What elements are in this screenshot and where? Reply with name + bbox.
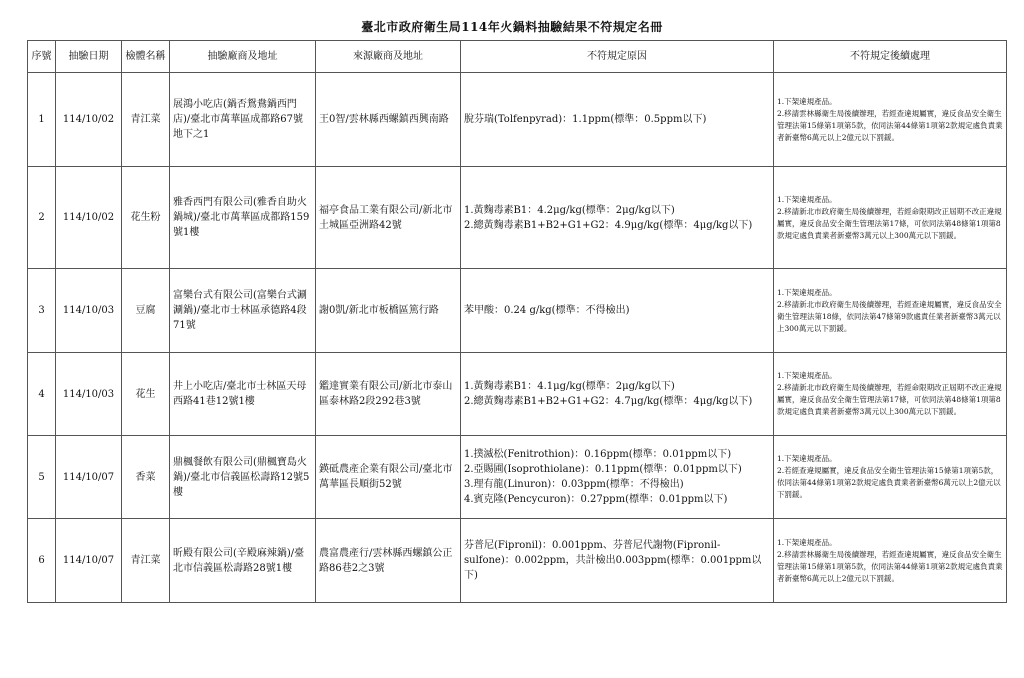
table-row [28, 269, 1007, 353]
cell-source: 福亭食品工業有限公司/新北市土城區亞洲路42號 [316, 167, 461, 269]
reason-line: 1.黃麴毒素B1：4.1μg/kg(標準：2μg/kg以下) [464, 381, 675, 392]
cell-sampled: 雅香西門有限公司(雅香自助火鍋城)/臺北市萬華區成都路159號1樓 [170, 167, 316, 269]
cell-source: 鑑達實業有限公司/新北市泰山區泰林路2段292巷3號 [316, 353, 461, 436]
reason-line: 苯甲酸：0.24 g/kg(標準：不得檢出) [464, 305, 630, 316]
reason-line: 2.總黃麴毒素B1+B2+G1+G2：4.7μg/kg(標準：4μg/kg以下) [464, 396, 753, 407]
followup-line: 1.下架違規產品。 [777, 537, 837, 547]
followup-line: 1.下架違規產品。 [777, 194, 837, 204]
followup-line: 2.移請雲林縣衛生局後續辦理，若經查違規屬實，違反食品安全衛生管理法第15條第1項第5款，依同法第44條第1項第2款規定處負責業者新臺幣6萬元以上2億元以下罰鍰。 [777, 108, 1003, 142]
header-seq: 序號 [28, 41, 56, 73]
followup-line: 2.若經查違規屬實，違反食品安全衛生管理法第15條第1項第5款，依同法第44條第1項第2款規定處負責業者新臺幣6萬元以上2億元以下罰鍰。 [777, 466, 1001, 499]
cell-source: 農富農產行/雲林縣西螺鎮公正路86巷2之3號 [316, 519, 461, 603]
cell-seq: 5 [28, 436, 56, 519]
cell-seq: 4 [28, 353, 56, 436]
document-title: 臺北市政府衛生局114年火鍋料抽驗結果不符規定名冊 [361, 20, 663, 34]
table-row [28, 167, 1007, 269]
table-row [28, 436, 1007, 519]
cell-followup [774, 353, 1007, 436]
cell-followup [774, 269, 1007, 353]
cell-reason [461, 167, 774, 269]
followup-line: 2.移請雲林縣衛生局後續辦理，若經查違規屬實，違反食品安全衛生管理法第15條第1項第5款，依同法第44條第1項第2款規定處負責業者新臺幣6萬元以上2億元以下罰鍰。 [777, 549, 1003, 583]
cell-followup [774, 167, 1007, 269]
cell-item: 青江菜 [122, 73, 170, 167]
cell-reason [461, 436, 774, 519]
cell-seq: 1 [28, 73, 56, 167]
header-reason: 不符規定原因 [461, 41, 774, 73]
reason-line: 脫芬瑞(Tolfenpyrad)：1.1ppm(標準：0.5ppm以下) [464, 114, 707, 125]
cell-date: 114/10/03 [56, 353, 122, 436]
table-row [28, 73, 1007, 167]
followup-line: 2.移請新北市政府衛生局後續辦理，若經命限期改正屆期不改正違規屬實，違反食品安全衛生管理法第17條，可依同法第48條第1項第8款規定處負責業者新臺幣3萬元以上300萬元以下罰鍰。 [777, 206, 1002, 240]
reason-line: 3.理有龍(Linuron)：0.03ppm(標準：不得檢出) [464, 479, 684, 490]
cell-sampled: 昕殿有限公司(辛殿麻辣鍋)/臺北市信義區松壽路28號1樓 [170, 519, 316, 603]
cell-sampled: 富樂台式有限公司(富樂台式涮涮鍋)/臺北市士林區承德路4段71號 [170, 269, 316, 353]
cell-reason [461, 353, 774, 436]
cell-date: 114/10/02 [56, 73, 122, 167]
cell-sampled: 展鴻小吃店(鍋否鴛鴦鍋西門店)/臺北市萬華區成都路67號地下之1 [170, 73, 316, 167]
followup-line: 1.下架違規產品。 [777, 454, 837, 463]
cell-sampled: 井上小吃店/臺北市士林區天母西路41巷12號1樓 [170, 353, 316, 436]
reason-line: 4.賓克隆(Pencycuron)：0.27ppm(標準：0.01ppm以下) [464, 494, 728, 505]
followup-line: 2.移請新北市政府衛生局後續辦理，若經查違規屬實，違反食品安全衛生管理法第18條，依同法第47條第9款處責任業者新臺幣3萬元以上300萬元以下罰鍰。 [777, 299, 1002, 333]
cell-reason [461, 519, 774, 603]
followup-line: 1.下架違規產品。 [777, 287, 837, 297]
cell-item: 香菜 [122, 436, 170, 519]
cell-followup [774, 73, 1007, 167]
cell-item: 花生 [122, 353, 170, 436]
table-header-row [28, 41, 1007, 73]
header-followup: 不符規定後續處理 [774, 41, 1007, 73]
cell-sampled: 鼎楓餐飲有限公司(鼎楓寶島火鍋)/臺北市信義區松壽路12號5樓 [170, 436, 316, 519]
noncompliance-table [27, 40, 1007, 603]
cell-item: 豆腐 [122, 269, 170, 353]
header-date: 抽驗日期 [56, 41, 122, 73]
cell-date: 114/10/02 [56, 167, 122, 269]
cell-followup [774, 519, 1007, 603]
cell-seq: 3 [28, 269, 56, 353]
cell-reason [461, 269, 774, 353]
cell-source: 王0智/雲林縣西螺鎮西興南路 [316, 73, 461, 167]
header-sampled: 抽驗廠商及地址 [170, 41, 316, 73]
header-item: 檢體名稱 [122, 41, 170, 73]
cell-followup [774, 436, 1007, 519]
cell-source: 鍈砥農產企業有限公司/臺北市萬華區長順街52號 [316, 436, 461, 519]
cell-date: 114/10/07 [56, 436, 122, 519]
cell-date: 114/10/07 [56, 519, 122, 603]
reason-line: 2.亞賜圃(Isoprothiolane)：0.11ppm(標準：0.01ppm以下) [464, 464, 742, 475]
followup-line: 2.移請新北市政府衛生局後續辦理，若經命限期改正屆期不改正違規屬實，違反食品安全衛生管理法第17條，可依同法第48條第1項第8款規定處負責業者新臺幣3萬元以上300萬元以下罰鍰。 [777, 383, 1002, 416]
cell-item: 青江菜 [122, 519, 170, 603]
cell-reason [461, 73, 774, 167]
reason-line: 1.黃麴毒素B1：4.2μg/kg(標準：2μg/kg以下) [464, 204, 675, 216]
header-source: 來源廠商及地址 [316, 41, 461, 73]
reason-line: 1.撲滅松(Fenitrothion)：0.16ppm(標準：0.01ppm以下) [464, 449, 732, 460]
cell-date: 114/10/03 [56, 269, 122, 353]
cell-seq: 6 [28, 519, 56, 603]
table-row [28, 519, 1007, 603]
reason-line: 2.總黃麴毒素B1+B2+G1+G2：4.9μg/kg(標準：4μg/kg以下) [464, 219, 753, 231]
cell-source: 謝0凱/新北市板橋區篤行路 [316, 269, 461, 353]
cell-seq: 2 [28, 167, 56, 269]
cell-item: 花生粉 [122, 167, 170, 269]
table-row [28, 353, 1007, 436]
followup-line: 1.下架違規產品。 [777, 371, 837, 380]
followup-line: 1.下架違規產品。 [777, 96, 837, 106]
reason-line: 芬普尼(Fipronil)：0.001ppm、芬普尼代謝物(Fipronil-sulfone)：0.002ppm，共計檢出0.003ppm(標準：0.001ppm以下) [464, 540, 762, 581]
